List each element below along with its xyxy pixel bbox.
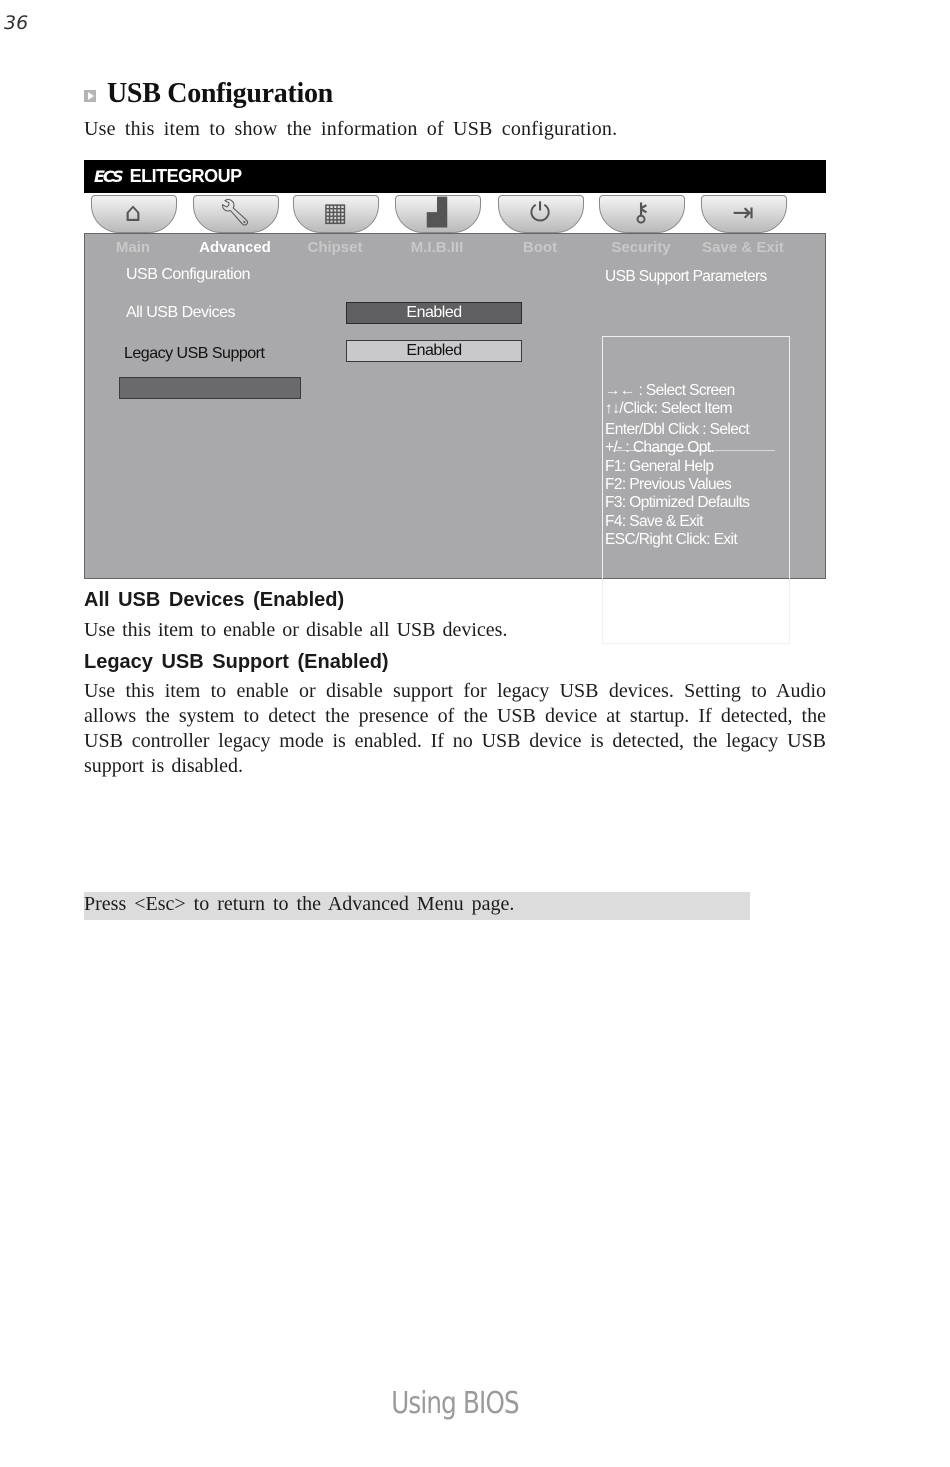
tab-boot[interactable] [494,193,586,279]
home-icon: ⌂ [124,198,142,228]
help-key: +/- : Change Opt. [605,439,715,456]
power-icon: ⏻ [529,198,551,228]
section-heading-legacy-usb: Legacy USB Support (Enabled) [84,651,389,673]
section-body-all-usb: Use this item to enable or disable all USB devices. [84,619,508,641]
item-label-all-usb[interactable]: All USB Devices [126,304,235,321]
help-key: F3: Optimized Defaults [605,494,750,511]
key-icon: ⚷ [631,198,651,228]
tab-advanced[interactable] [189,193,281,279]
tab-chipset[interactable] [289,193,381,279]
bios-section-title: USB Configuration [126,266,251,283]
esc-note: Press <Esc> to return to the Advanced Menu page. [84,892,750,920]
help-key: ESC/Right Click: Exit [605,531,738,548]
tab-label: Save & Exit [702,239,784,256]
ecs-logo: ECS [94,167,122,186]
bios-body [84,233,826,579]
bullet-arrow-icon [84,90,96,102]
help-key: ↑↓/Click: Select Item [605,400,732,417]
tab-label: Boot [522,239,558,256]
bios-header [84,160,826,193]
tab-security[interactable] [595,193,687,279]
tab-save-exit[interactable] [697,193,789,279]
intro-text: Use this item to show the information of USB configuration. [84,118,618,140]
footer-title: Using BIOS [391,1386,519,1421]
tab-label: Chipset [307,239,363,256]
all-usb-value[interactable]: Enabled [346,302,522,324]
help-key: F2: Previous Values [605,476,732,493]
legacy-usb-value[interactable]: Enabled [346,340,522,362]
brand-name: ELITEGROUP [129,166,242,186]
help-key: F1: General Help [605,458,714,475]
chart-icon: ▟ [427,198,447,228]
help-key: F4: Save & Exit [605,513,703,530]
tab-label: M.I.B.III [410,239,464,256]
help-key: Enter/Dbl Click : Select [605,421,750,438]
bios-screenshot [84,160,826,578]
tab-main[interactable] [87,193,179,279]
help-key: →← : Select Screen [605,382,735,399]
chip-icon: ▦ [322,198,348,228]
selected-item-highlight [119,377,301,399]
tab-label: Security [611,239,671,256]
page-number: 36 [4,12,29,34]
section-title-row [84,78,333,110]
help-title: USB Support Parameters [605,268,767,285]
item-label-legacy-usb[interactable]: Legacy USB Support [124,345,265,362]
tab-mib[interactable] [391,193,483,279]
wrench-icon: 🔧︎ [218,198,252,228]
page-title: USB Configuration [107,78,333,109]
section-body-legacy-usb: Use this item to enable or disable support for legacy USB devices. Setting to Audio allows the system to detect the presence of the USB device at startup. If detected, the USB controller legacy mode is enabled. If no USB device is detected, the legacy USB support is disabled. [84,680,826,777]
section-heading-all-usb: All USB Devices (Enabled) [84,589,345,611]
tab-label: Advanced [199,239,271,256]
exit-icon: ⇥ [732,198,754,228]
tab-label: Main [115,239,151,256]
